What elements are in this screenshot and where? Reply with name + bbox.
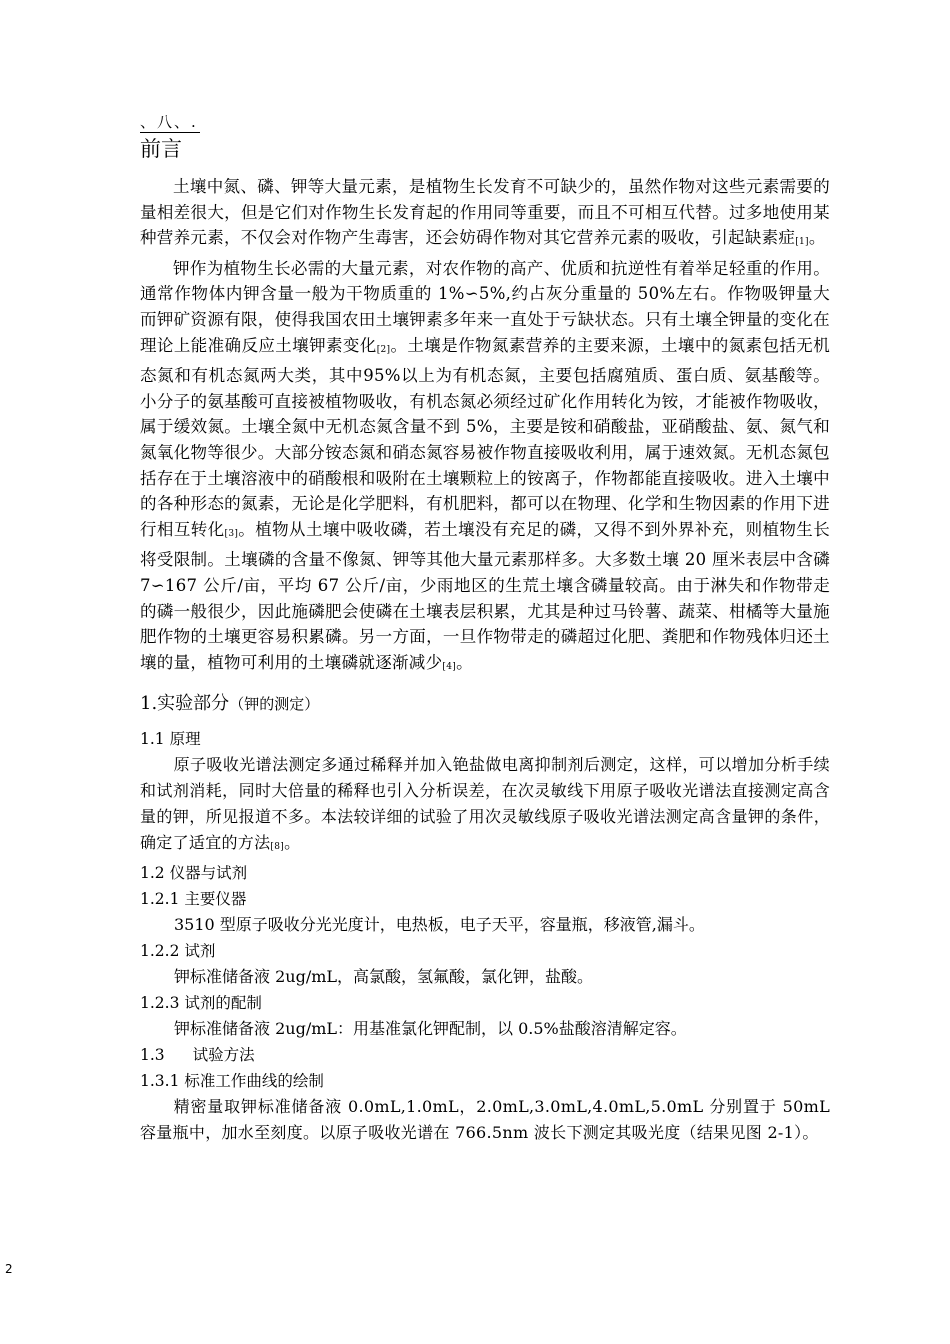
citation-3: [3] <box>224 528 239 539</box>
citation-1: [1] <box>795 237 809 248</box>
page-number: 2 <box>5 1262 13 1276</box>
section-1-title: 1.实验部分 <box>140 693 230 715</box>
preface-heading: 前言 <box>140 137 182 161</box>
header-mark: 、八、. <box>140 113 198 131</box>
section-1-3-1-text: 精密量取钾标准储备液 0.0mL,1.0mL，2.0mL,3.0mL,4.0mL,5.0mL 分别置于 50mL 容量瓶中，加水至刻度。以原子吸收光谱在 766.5nm 波长下测定其吸光度（结果见图 2-1）。 <box>140 1097 830 1143</box>
section-1-1-end: 。 <box>284 833 301 853</box>
citation-4: [4] <box>442 661 457 672</box>
preface-p2-text-c: 。植物从土壤中吸收磷，若土壤没有充足的磷，又得不到外界补充，则植物生长将受限制。土壤磷的含量不像氮、钾等其他大量元素那样多。大多数土壤 20 厘米表层中含磷 7∽167 公斤/亩，平均 67 公斤/亩，少雨地区的生荒土壤含磷量较高。由于淋失和作物带走的磷一般很少，因此施磷肥会使磷在土壤表层积累，尤其是种过马铃薯、蔬菜、柑橘等大量施肥作物的土壤更容易积累磷。另一方面，一旦作物带走的磷超过化肥、粪肥和作物残体归还土壤的量，植物可利用的土壤磷就逐渐减少 <box>140 519 831 672</box>
section-1-2-1-text: 3510 型原子吸收分光光度计，电热板，电子天平，容量瓶，移液管,漏斗。 <box>174 915 705 935</box>
preface-p2-text-b: 。土壤是作物氮素营养的主要来源，土壤中的氮素包括无机态氮和有机态氮两大类，其中95%以上为有机态氮，主要包括腐殖质、蛋白质、氨基酸等。小分子的氨基酸可直接被植物吸收，有机态氮必须经过矿化作用转化为铵，才能被作物吸收，属于缓效氮。土壤全氮中无机态氮含量不到 5%，主要是铵和硝酸盐，亚硝酸盐、氨、氮气和氮氧化物等很少。大部分铵态氮和硝态氮容易被作物直接吸收利用，属于速效氮。无机态氮包括存在于土壤溶液中的硝酸根和吸附在土壤颗粒上的铵离子，作物都能直接吸收。进入土壤中的各种形态的氮素，无论是化学肥料，有机肥料，都可以在物理、化学和生物因素的作用下进行相互转化 <box>140 335 830 539</box>
section-1-3-1-heading: 1.3.1 标准工作曲线的绘制 <box>140 1072 324 1091</box>
section-1-2-3-text: 钾标准储备液 2ug/mL：用基准氯化钾配制，以 0.5%盐酸溶清解定容。 <box>174 1019 687 1039</box>
preface-paragraph-1 <box>140 174 830 256</box>
preface-p2-text-a: 钾作为植物生长必需的大量元素，对农作物的高产、优质和抗逆性有着举足轻重的作用。通常作物体内钾含量一般为干物质重的 1%∽5%,约占灰分重量的 50%左右。作物吸钾量大而钾矿资源有限，使得我国农田土壤钾素多年来一直处于亏缺状态。只有土壤全钾量的变化在理论上能准确反应土壤钾素变化 <box>140 258 830 355</box>
section-1-1-paragraph <box>140 752 830 860</box>
section-1-2-heading: 1.2 仪器与试剂 <box>140 864 248 883</box>
preface-paragraph-2 <box>140 256 830 681</box>
preface-p2-end: 。 <box>456 652 473 672</box>
section-1-subtitle: （钾的测定） <box>229 695 320 714</box>
section-1-1-heading: 1.1 原理 <box>140 730 201 749</box>
section-1-2-2-text: 钾标准储备液 2ug/mL，高氯酸，氢氟酸，氯化钾，盐酸。 <box>174 967 594 987</box>
citation-8: [8] <box>270 842 285 853</box>
section-1-2-3-heading: 1.2.3 试剂的配制 <box>140 994 262 1013</box>
preface-p1-text: 土壤中氮、磷、钾等大量元素，是植物生长发育不可缺少的，虽然作物对这些元素需要的量相差很大，但是它们对作物生长发育起的作用同等重要，而且不可相互代替。过多地使用某种营养元素，不仅会对作物产生毒害，还会妨碍作物对其它营养元素的吸收，引起缺素症 <box>140 177 830 248</box>
section-1-2-1-heading: 1.2.1 主要仪器 <box>140 890 247 909</box>
section-1-heading <box>140 690 830 718</box>
section-1-1-text: 原子吸收光谱法测定多通过稀释并加入铯盐做电离抑制剂后测定，这样，可以增加分析手续和试剂消耗，同时大倍量的稀释也引入分析误差，在次灵敏线下用原子吸收光谱法直接测定高含量的钾，所见报道不多。本法较详细的试验了用次灵敏线原子吸收光谱法测定高含量钾的条件，确定了适宜的方法 <box>140 755 830 853</box>
section-1-3-title: 试验方法 <box>192 1046 255 1065</box>
section-1-3-number: 1.3 <box>140 1046 165 1065</box>
document-body <box>140 134 830 1146</box>
preface-p1-end: 。 <box>808 228 826 248</box>
section-1-3-heading <box>140 1042 830 1068</box>
section-1-2-2-heading: 1.2.2 试剂 <box>140 942 216 961</box>
citation-2: [2] <box>376 344 391 355</box>
